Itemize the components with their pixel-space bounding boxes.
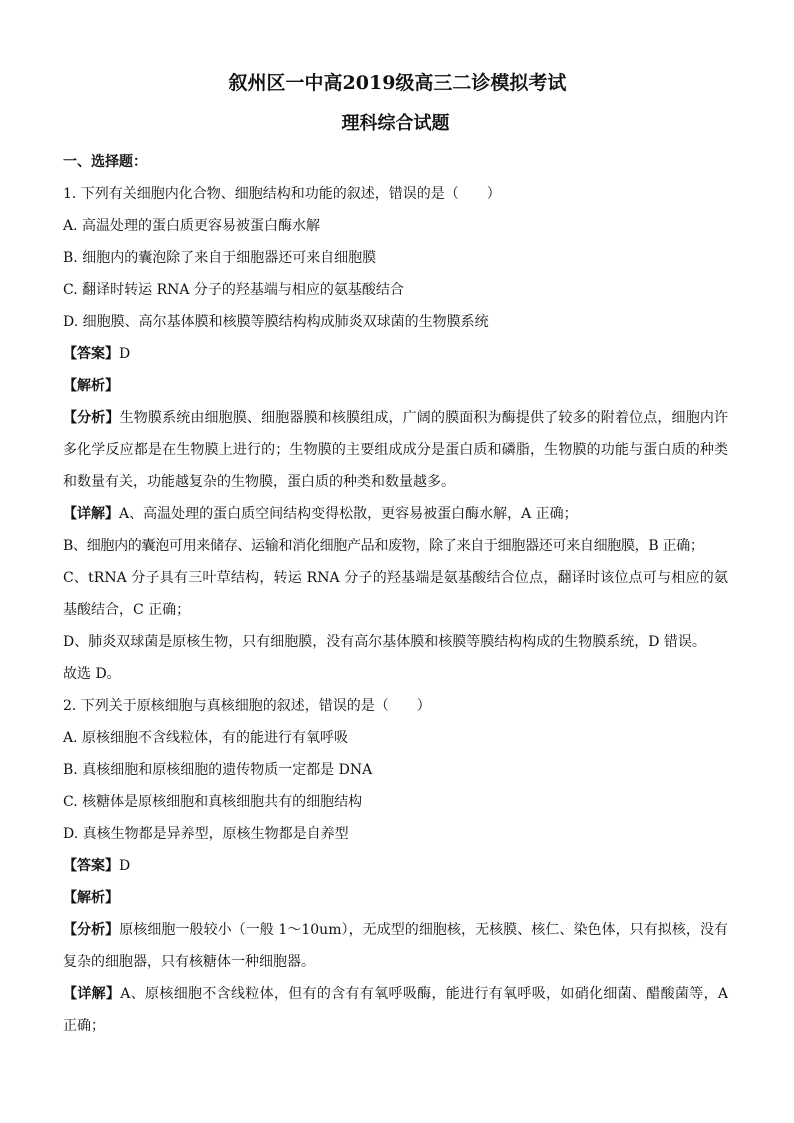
answer-tag: 【答案】	[63, 346, 119, 362]
detail-text: A、高温处理的蛋白质空间结构变得松散，更容易被蛋白酶水解，A 正确；	[119, 506, 578, 522]
answer-value: D	[119, 346, 131, 362]
fenxi-text: 生物膜系统由细胞膜、细胞器膜和核膜组成，广阔的膜面积为酶提供了较多的附着位点，细胞内许多化学反应都是在生物膜上进行的；生物膜的主要组成成分是蛋白质和磷脂，生物膜的功能与蛋白质的种类和数量有关，功能越复杂的生物膜，蛋白质的种类和数量越多。	[63, 410, 728, 490]
question-1-fenxi	[63, 402, 728, 498]
question-1-analysis-tag: 【解析】	[63, 378, 119, 394]
question-1-conclusion: 故选 D。	[63, 666, 121, 682]
detail-tag: 【详解】	[63, 986, 121, 1002]
question-1	[63, 178, 728, 690]
question-1-option-c: C. 翻译时转运 RNA 分子的羟基端与相应的氨基酸结合	[63, 282, 404, 298]
detail-text: A、原核细胞不含线粒体，但有的含有有氧呼吸酶，能进行有氧呼吸，如硝化细菌、醋酸菌等，A 正确；	[63, 986, 729, 1034]
question-1-detail-c: C、tRNA 分子具有三叶草结构，转运 RNA 分子的羟基端是氨基酸结合位点，翻译时该位点可与相应的氨基酸结合，C 正确；	[63, 570, 728, 618]
fenxi-text: 原核细胞一般较小（一般 1～10um），无成型的细胞核，无核膜、核仁、染色体，只有拟核，没有复杂的细胞器，只有核糖体一种细胞器。	[63, 922, 729, 970]
answer-tag: 【答案】	[63, 858, 119, 874]
fenxi-tag: 【分析】	[63, 410, 120, 426]
question-1-option-d: D. 细胞膜、高尔基体膜和核膜等膜结构构成肺炎双球菌的生物膜系统	[63, 314, 489, 330]
question-2-answer	[63, 850, 728, 882]
fenxi-tag: 【分析】	[63, 922, 120, 938]
question-1-option-b: B. 细胞内的囊泡除了来自于细胞器还可来自细胞膜	[63, 250, 377, 266]
question-2-option-c: C. 核糖体是原核细胞和真核细胞共有的细胞结构	[63, 794, 363, 810]
question-2-stem: 2. 下列关于原核细胞与真核细胞的叙述，错误的是（ ）	[63, 698, 431, 714]
exam-subtitle: 理科综合试题	[341, 113, 450, 134]
question-2-analysis-tag: 【解析】	[63, 890, 119, 906]
question-1-stem: 1. 下列有关细胞内化合物、细胞结构和功能的叙述，错误的是（ ）	[63, 186, 501, 202]
question-1-detail-a	[63, 498, 728, 530]
answer-value: D	[119, 858, 131, 874]
question-1-detail-d: D、肺炎双球菌是原核生物，只有细胞膜，没有高尔基体膜和核膜等膜结构构成的生物膜系统，D 错误。	[63, 634, 706, 650]
question-1-detail-b: B、细胞内的囊泡可用来储存、运输和消化细胞产品和废物，除了来自于细胞器还可来自细胞膜，B 正确；	[63, 538, 704, 554]
question-2-fenxi	[63, 914, 728, 978]
detail-tag: 【详解】	[63, 506, 119, 522]
question-1-answer	[63, 338, 728, 370]
question-2-option-b: B. 真核细胞和原核细胞的遗传物质一定都是 DNA	[63, 762, 373, 778]
question-2-option-a: A. 原核细胞不含线粒体，有的能进行有氧呼吸	[63, 730, 349, 746]
question-1-option-a: A. 高温处理的蛋白质更容易被蛋白酶水解	[63, 218, 321, 234]
question-2-detail-a	[63, 978, 728, 1042]
exam-title: 叙州区一中高2019级高三二诊模拟考试	[228, 72, 567, 94]
section-heading: 一、选择题：	[63, 154, 147, 170]
question-2-option-d: D. 真核生物都是异养型，原核生物都是自养型	[63, 826, 349, 842]
question-2	[63, 690, 728, 1042]
